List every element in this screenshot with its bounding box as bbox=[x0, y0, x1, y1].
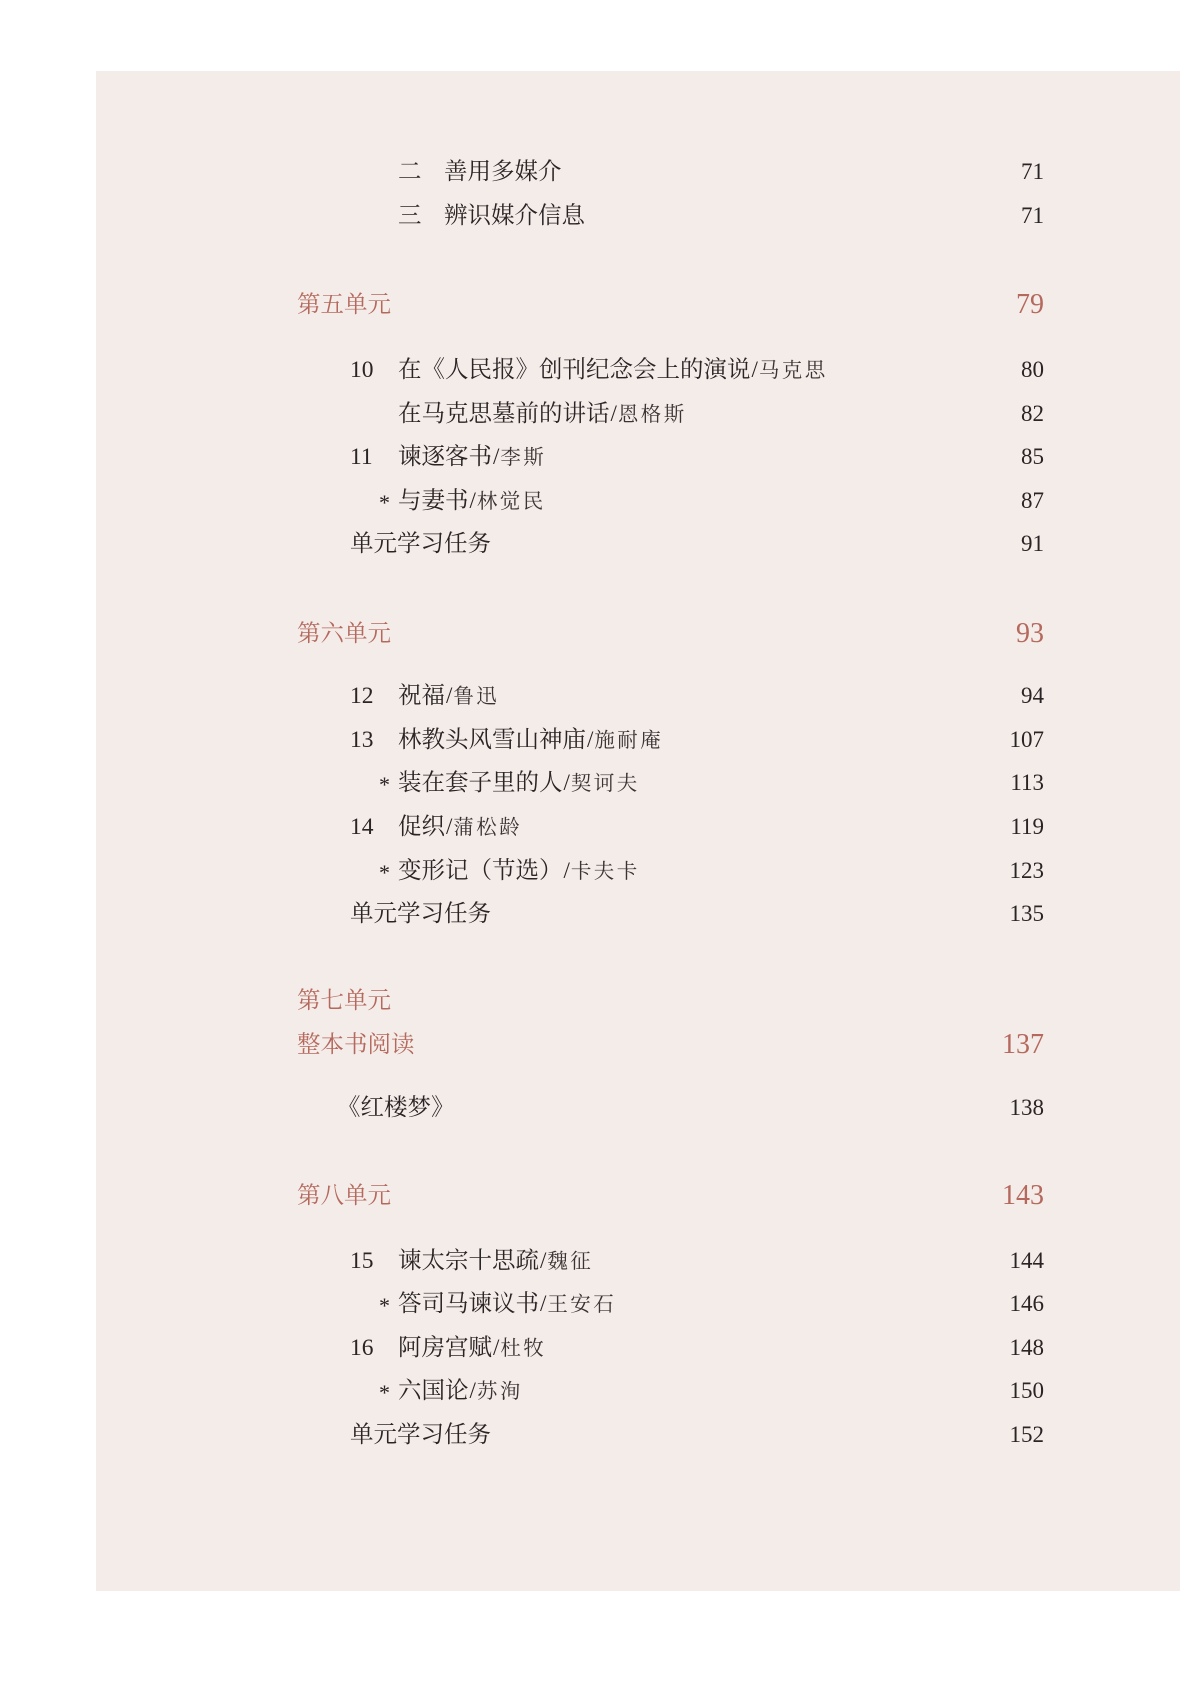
lesson-number: 13 bbox=[350, 727, 374, 753]
optional-reading-marker: * bbox=[379, 772, 390, 797]
page-number: 82 bbox=[1021, 401, 1044, 426]
lesson-author: 苏洵 bbox=[476, 1381, 523, 1403]
title-author-separator: / bbox=[563, 770, 570, 795]
unit-subtitle: 整本书阅读 bbox=[297, 1032, 415, 1058]
lesson-line bbox=[398, 1375, 523, 1408]
lesson-number: 10 bbox=[350, 357, 374, 383]
toc-unit-heading-row bbox=[0, 289, 1191, 321]
lesson-title: 促织 bbox=[398, 814, 445, 840]
toc-lesson-row bbox=[0, 485, 1191, 517]
lesson-author: 林觉民 bbox=[476, 491, 546, 513]
page-number: 119 bbox=[1010, 814, 1044, 839]
lesson-number: 11 bbox=[350, 444, 373, 470]
page-number: 91 bbox=[1021, 531, 1044, 556]
title-author-separator: / bbox=[610, 401, 617, 426]
optional-reading-marker: * bbox=[379, 860, 390, 885]
unit-task-title: 单元学习任务 bbox=[350, 1422, 491, 1448]
toc-lesson-row bbox=[0, 1288, 1191, 1320]
unit-title: 第六单元 bbox=[297, 621, 391, 647]
toc-unit-heading-row bbox=[0, 985, 1191, 1017]
title-author-separator: / bbox=[469, 1378, 476, 1403]
lesson-author: 魏征 bbox=[547, 1251, 594, 1273]
toc-lesson-row bbox=[0, 1375, 1191, 1407]
lesson-line bbox=[398, 767, 640, 800]
toc-lesson-row bbox=[0, 1245, 1191, 1277]
lesson-line bbox=[398, 441, 546, 474]
lesson-number: 15 bbox=[350, 1248, 374, 1274]
lesson-author: 卡夫卡 bbox=[570, 861, 640, 883]
optional-reading-marker: * bbox=[379, 1293, 390, 1318]
toc-lesson-row bbox=[0, 398, 1191, 430]
lesson-line bbox=[398, 398, 687, 431]
toc-lesson-row bbox=[0, 724, 1191, 756]
toc-lesson-row bbox=[0, 811, 1191, 843]
lesson-line bbox=[398, 680, 499, 713]
title-author-separator: / bbox=[493, 1335, 500, 1360]
lesson-title: 阿房宫赋 bbox=[398, 1335, 492, 1361]
book-title: 《红楼梦》 bbox=[337, 1095, 455, 1121]
title-author-separator: / bbox=[751, 357, 758, 382]
page-number: 85 bbox=[1021, 444, 1044, 469]
page-number: 80 bbox=[1021, 357, 1044, 382]
lesson-title: 与妻书 bbox=[398, 488, 469, 514]
toc-unit-subheading-row bbox=[0, 1029, 1191, 1061]
toc-unit-heading-row bbox=[0, 618, 1191, 650]
section-title: 辨识媒介信息 bbox=[444, 203, 585, 229]
lesson-author: 蒲松龄 bbox=[453, 817, 523, 839]
page-number: 148 bbox=[1009, 1335, 1044, 1360]
lesson-line bbox=[398, 724, 663, 757]
lesson-line bbox=[398, 1332, 546, 1365]
lesson-title: 祝福 bbox=[398, 683, 445, 709]
page-number: 123 bbox=[1009, 858, 1044, 883]
toc-book-row bbox=[0, 1092, 1191, 1124]
page-number: 144 bbox=[1009, 1248, 1044, 1273]
title-author-separator: / bbox=[540, 1291, 547, 1316]
unit-task-title: 单元学习任务 bbox=[350, 531, 491, 557]
lesson-line bbox=[398, 485, 546, 518]
section-number: 二 bbox=[398, 159, 422, 185]
title-author-separator: / bbox=[446, 814, 453, 839]
unit-title: 第五单元 bbox=[297, 292, 391, 318]
toc-lesson-row bbox=[0, 441, 1191, 473]
lesson-title: 谏逐客书 bbox=[398, 444, 492, 470]
title-author-separator: / bbox=[540, 1248, 547, 1273]
lesson-title: 答司马谏议书 bbox=[398, 1291, 539, 1317]
lesson-author: 鲁迅 bbox=[453, 686, 500, 708]
section-title: 善用多媒介 bbox=[444, 159, 562, 185]
unit-title: 第八单元 bbox=[297, 1183, 391, 1209]
unit-page-number: 137 bbox=[1002, 1029, 1044, 1060]
page-number: 146 bbox=[1009, 1291, 1044, 1316]
lesson-author: 王安石 bbox=[547, 1294, 617, 1316]
title-author-separator: / bbox=[469, 488, 476, 513]
lesson-number: 14 bbox=[350, 814, 374, 840]
section-number: 三 bbox=[398, 203, 422, 229]
toc-unit-heading-row bbox=[0, 1180, 1191, 1212]
lesson-author: 契诃夫 bbox=[570, 773, 640, 795]
page-number: 87 bbox=[1021, 488, 1044, 513]
lesson-line bbox=[398, 1288, 616, 1321]
lesson-line bbox=[398, 354, 828, 387]
toc-lesson-row bbox=[0, 680, 1191, 712]
lesson-author: 李斯 bbox=[500, 447, 547, 469]
lesson-author: 马克思 bbox=[758, 360, 828, 382]
toc-section-row bbox=[0, 156, 1191, 188]
toc-lesson-row bbox=[0, 1332, 1191, 1364]
page-number: 138 bbox=[1009, 1095, 1044, 1120]
lesson-title: 变形记（节选） bbox=[398, 858, 563, 884]
toc-lesson-row bbox=[0, 767, 1191, 799]
lesson-author: 恩格斯 bbox=[617, 404, 687, 426]
lesson-title: 谏太宗十思疏 bbox=[398, 1248, 539, 1274]
lesson-number: 16 bbox=[350, 1335, 374, 1361]
title-author-separator: / bbox=[493, 444, 500, 469]
optional-reading-marker: * bbox=[379, 1380, 390, 1405]
lesson-title: 在马克思墓前的讲话 bbox=[398, 401, 610, 427]
lesson-title: 装在套子里的人 bbox=[398, 770, 563, 796]
lesson-author: 施耐庵 bbox=[594, 730, 664, 752]
page-number: 135 bbox=[1009, 901, 1044, 926]
unit-page-number: 143 bbox=[1002, 1180, 1044, 1211]
page-number: 150 bbox=[1009, 1378, 1044, 1403]
unit-page-number: 79 bbox=[1016, 289, 1044, 320]
toc-lesson-row bbox=[0, 855, 1191, 887]
lesson-line bbox=[398, 855, 640, 888]
lesson-author: 杜牧 bbox=[500, 1338, 547, 1360]
page-number: 107 bbox=[1009, 727, 1044, 752]
title-author-separator: / bbox=[587, 727, 594, 752]
lesson-title: 在《人民报》创刊纪念会上的演说 bbox=[398, 357, 751, 383]
unit-task-title: 单元学习任务 bbox=[350, 901, 491, 927]
toc-task-row bbox=[0, 1419, 1191, 1451]
toc-section-row bbox=[0, 200, 1191, 232]
toc-task-row bbox=[0, 898, 1191, 930]
lesson-title: 林教头风雪山神庙 bbox=[398, 727, 586, 753]
page-number: 71 bbox=[1021, 159, 1044, 184]
title-author-separator: / bbox=[446, 683, 453, 708]
page-number: 152 bbox=[1009, 1422, 1044, 1447]
page-number: 94 bbox=[1021, 683, 1044, 708]
lesson-line bbox=[398, 811, 522, 844]
lesson-line bbox=[398, 1245, 593, 1278]
lesson-number: 12 bbox=[350, 683, 374, 709]
optional-reading-marker: * bbox=[379, 490, 390, 515]
toc-lesson-row bbox=[0, 354, 1191, 386]
title-author-separator: / bbox=[563, 858, 570, 883]
lesson-title: 六国论 bbox=[398, 1378, 469, 1404]
toc-task-row bbox=[0, 528, 1191, 560]
unit-title: 第七单元 bbox=[297, 988, 391, 1014]
unit-page-number: 93 bbox=[1016, 618, 1044, 649]
page-number: 71 bbox=[1021, 203, 1044, 228]
page-number: 113 bbox=[1010, 770, 1044, 795]
